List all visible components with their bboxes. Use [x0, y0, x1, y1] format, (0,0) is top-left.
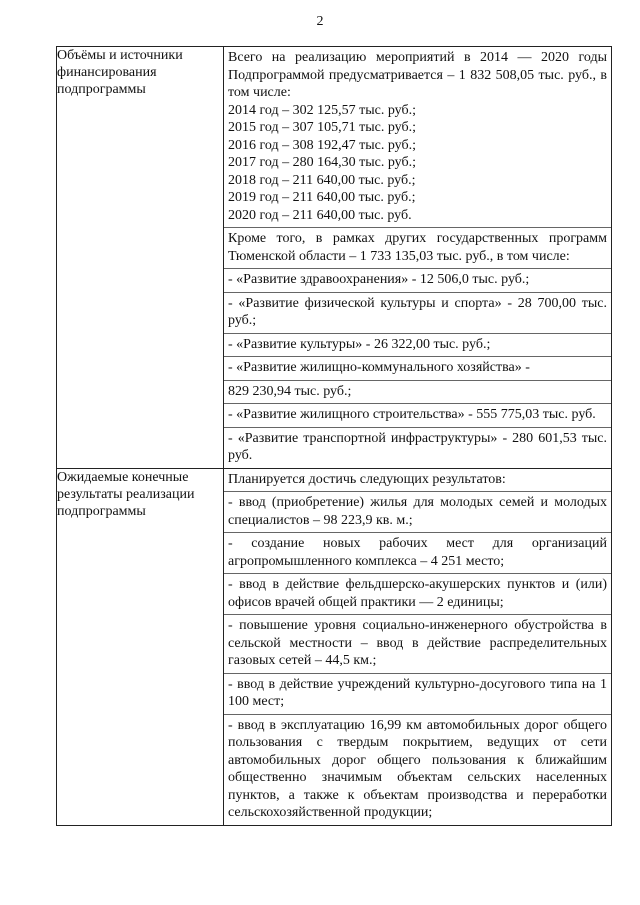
- financing-intro: Всего на реализацию мероприятий в 2014 — 2020 годы Подпрограммой предусматривается – 1 832 508,05 тыс. руб., в том числе:: [228, 50, 607, 100]
- program-item-amount: 829 230,94 тыс. руб.;: [224, 381, 611, 405]
- program-item: - «Развитие транспортной инфраструктуры» - 280 601,53 тыс. руб.: [228, 430, 607, 463]
- year-line: 2020 год – 211 640,00 тыс. руб.: [228, 207, 412, 223]
- result-item: - создание новых рабочих мест для организаций агропромышленного комплекса – 4 251 место;: [224, 533, 611, 574]
- result-item: - ввод (приобретение) жилья для молодых семей и молодых специалистов – 98 223,9 кв. м.;: [224, 492, 611, 533]
- row-label-results: Ожидаемые конечные результаты реализации подпрограммы: [57, 468, 224, 825]
- year-line: 2017 год – 280 164,30 тыс. руб.;: [228, 155, 416, 170]
- table-row-results: [57, 468, 612, 825]
- results-intro: Планируется достичь следующих результатов:: [224, 469, 611, 493]
- page-number: 2: [316, 14, 324, 29]
- year-line: 2019 год – 211 640,00 тыс. руб.;: [228, 190, 416, 205]
- year-line: 2015 год – 307 105,71 тыс. руб.;: [228, 120, 416, 135]
- year-line: 2018 год – 211 640,00 тыс. руб.;: [228, 172, 416, 188]
- result-item: - ввод в эксплуатацию 16,99 км автомобильных дорог общего пользования с твердым покрытием, ведущих от сети автомобильных дорог общего пользования к ближайшим общественно значимым объектам сельских населенных пунктов, а также к объектам производства и переработки сельскохозяйственной продукции;: [228, 717, 607, 820]
- result-item: - ввод в действие учреждений культурно-досугового типа на 1 100 мест;: [224, 674, 611, 715]
- table-row-financing: [57, 47, 612, 469]
- passport-table: [56, 46, 612, 826]
- row-content-financing: [224, 47, 612, 469]
- program-item: - «Развитие здравоохранения» - 12 506,0 тыс. руб.;: [224, 269, 611, 293]
- result-item: - повышение уровня социально-инженерного обустройства в сельской местности – ввод в действие распределительных газовых сетей – 44,5 км.;: [224, 615, 611, 674]
- program-item: - «Развитие культуры» - 26 322,00 тыс. руб.;: [224, 334, 611, 358]
- year-line: 2014 год – 302 125,57 тыс. руб.;: [228, 102, 416, 118]
- program-item: - «Развитие физической культуры и спорта» - 28 700,00 тыс. руб.;: [224, 293, 611, 334]
- row-label-financing: Объёмы и источники финансирования подпрограммы: [57, 47, 224, 469]
- other-programs-intro: Кроме того, в рамках других государственных программ Тюменской области – 1 733 135,03 тыс. руб., в том числе:: [224, 228, 611, 269]
- financing-total-block: [224, 47, 611, 228]
- row-content-results: [224, 468, 612, 825]
- year-line: 2016 год – 308 192,47 тыс. руб.;: [228, 137, 416, 153]
- result-item: - ввод в действие фельдшерско-акушерских пунктов и (или) офисов врачей общей практики — 2 единицы;: [224, 574, 611, 615]
- program-item: - «Развитие жилищно-коммунального хозяйства» -: [224, 357, 611, 381]
- program-item: - «Развитие жилищного строительства» - 555 775,03 тыс. руб.: [224, 404, 611, 428]
